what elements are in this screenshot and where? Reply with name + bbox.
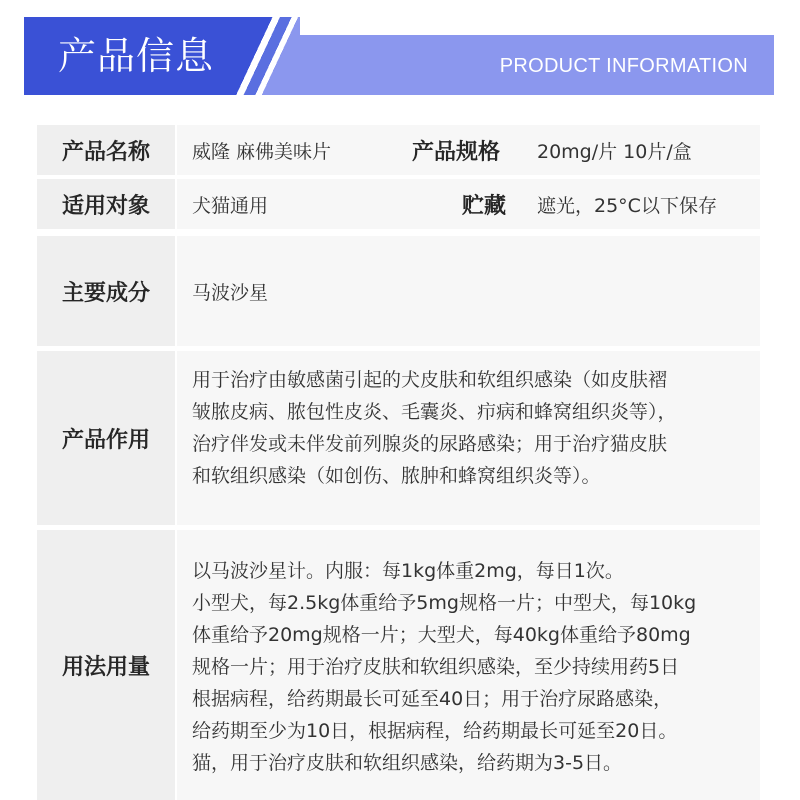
value-storage: 遮光，25°C以下保存	[537, 194, 717, 217]
value-box	[177, 125, 760, 175]
label-product-name: 产品名称	[37, 125, 175, 175]
dosage-line: 小型犬，每2.5kg体重给予5mg规格一片；中型犬，每10kg	[192, 592, 697, 614]
label-function: 产品作用	[37, 351, 175, 525]
function-line: 皱脓皮病、脓包性皮炎、毛囊炎、疖病和蜂窝组织炎等），	[192, 401, 677, 423]
dosage-line: 给药期至少为10日，根据病程，给药期最长可延至20日。	[192, 720, 678, 742]
label-ingredient: 主要成分	[37, 236, 175, 346]
value-target: 犬猫通用	[192, 194, 269, 217]
function-line: 用于治疗由敏感菌引起的犬皮肤和软组织感染（如皮肤褶	[192, 369, 668, 391]
page-title: 产品信息	[58, 34, 215, 78]
value-product-name: 威隆 麻佛美味片	[192, 140, 332, 163]
row-dosage	[37, 530, 760, 800]
dosage-line: 体重给予20mg规格一片；大型犬，每40kg体重给予80mg	[192, 624, 691, 646]
label-spec: 产品规格	[412, 139, 501, 165]
label-storage: 贮藏	[462, 193, 507, 219]
function-line: 和软组织感染（如创伤、脓肿和蜂窝组织炎等）。	[192, 465, 601, 487]
value-function	[177, 351, 760, 525]
dosage-line: 规格一片；用于治疗皮肤和软组织感染，至少持续用药5日	[192, 656, 680, 678]
row-target	[37, 179, 760, 229]
value-spec: 20mg/片 10片/盒	[537, 140, 692, 163]
value-ingredient: 马波沙星	[177, 236, 760, 346]
dosage-line: 猫，用于治疗皮肤和软组织感染，给药期为3-5日。	[192, 752, 623, 774]
row-ingredient	[37, 236, 760, 346]
value-dosage	[177, 530, 760, 800]
banner-diagonal-stripes	[230, 17, 300, 95]
row-product-name	[37, 125, 760, 175]
dosage-line: 以马波沙星计。内服：每1kg体重2mg，每日1次。	[192, 560, 624, 582]
label-dosage: 用法用量	[37, 530, 175, 800]
function-line: 治疗伴发或未伴发前列腺炎的尿路感染；用于治疗猫皮肤	[192, 433, 668, 455]
row-function	[37, 351, 760, 525]
header-banner	[0, 0, 800, 100]
label-target: 适用对象	[37, 179, 175, 229]
dosage-line: 根据病程，给药期最长可延至40日；用于治疗尿路感染，	[192, 688, 673, 710]
page-subtitle: PRODUCT INFORMATION	[499, 55, 748, 77]
value-box	[177, 179, 760, 229]
